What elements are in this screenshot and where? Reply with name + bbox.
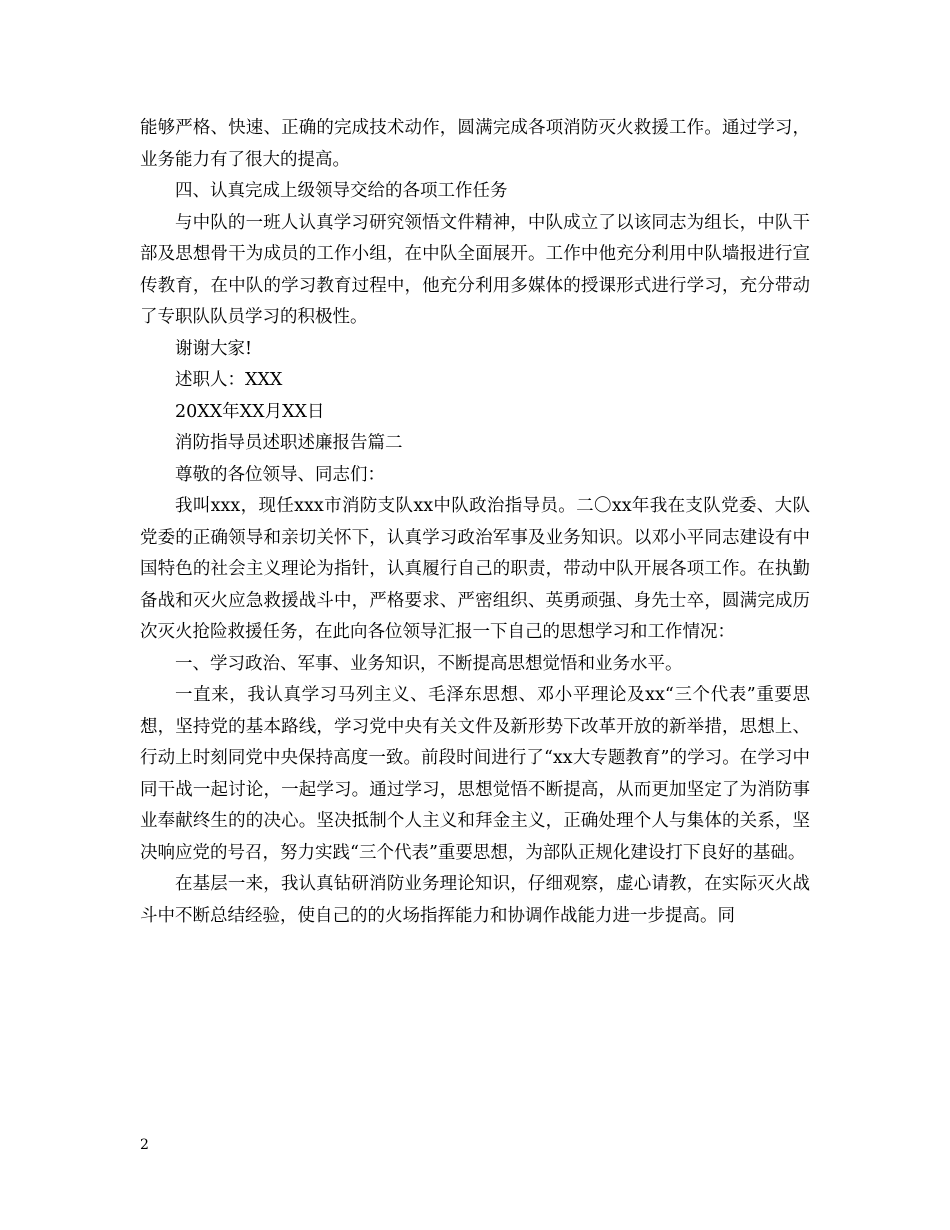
page-number: 2 [140,1137,149,1153]
closing-thanks: 谢谢大家! [175,338,253,359]
paragraph: 一直来，我认真学习马列主义、毛泽东思想、邓小平理论及xx“三个代表”重要思想，坚持党的基本路线，学习党中央有关文件及新形势下改革开放的新举措，思想上、行动上时刻同党中央保持高度一致。前段时间进行了“xx大专题教育”的学习。在学习中同干战一起讨论，一起学习。通过学习，思想觉悟不断提高，从而更加坚定了为消防事业奉献终生的的决心。坚决抵制个人主义和拜金主义，正确处理个人与集体的关系，坚决响应党的号召，努力实践“三个代表”重要思想，为部队正规化建设打下良好的基础。 [140,685,810,863]
section-heading-four: 四、认真完成上级领导交给的各项工作任务 [175,181,508,201]
document-body [140,113,810,932]
paragraph: 我叫xxx，现任xxx市消防支队xx中队政治指导员。二〇xx年我在支队党委、大队党委的正确领导和亲切关怀下，认真学习政治军事及业务知识。以邓小平同志建设有中国特色的社会主义理论为指针，认真履行自己的职责，带动中队开展各项工作。在执勤备战和灭火应急救援战斗中，严格要求、严密组织、英勇顽强、身先士卒，圆满完成历次灭火抢险救援任务，在此向各位领导汇报一下自己的思想学习和工作情况： [140,496,810,642]
paragraph: 在基层一来，我认真钻研消防业务理论知识，仔细观察，虚心请教，在实际灭火战斗中不断总结经验，使自己的的火场指挥能力和协调作战能力进一步提高。同 [140,874,810,926]
reporter-line: 述职人：XXX [175,370,283,390]
paragraph: 与中队的一班人认真学习研究领悟文件精神，中队成立了以该同志为组长，中队干部及思想骨干为成员的工作小组，在中队全面展开。工作中他充分利用中队墙报进行宣传教育，在中队的学习教育过程中，他充分利用多媒体的授课形式进行学习，充分带动了专职队队员学习的积极性。 [140,212,810,327]
salutation: 尊敬的各位领导、同志们： [175,464,385,485]
paragraph-continuation: 能够严格、快速、正确的完成技术动作，圆满完成各项消防灭火救援工作。通过学习，业务能力有了很大的提高。 [140,118,810,170]
date-line: 20XX年XX月XX日 [175,401,325,422]
report-title: 消防指导员述职述廉报告篇二 [175,433,403,453]
section-heading-one: 一、学习政治、军事、业务知识，不断提高思想觉悟和业务水平。 [175,653,683,674]
